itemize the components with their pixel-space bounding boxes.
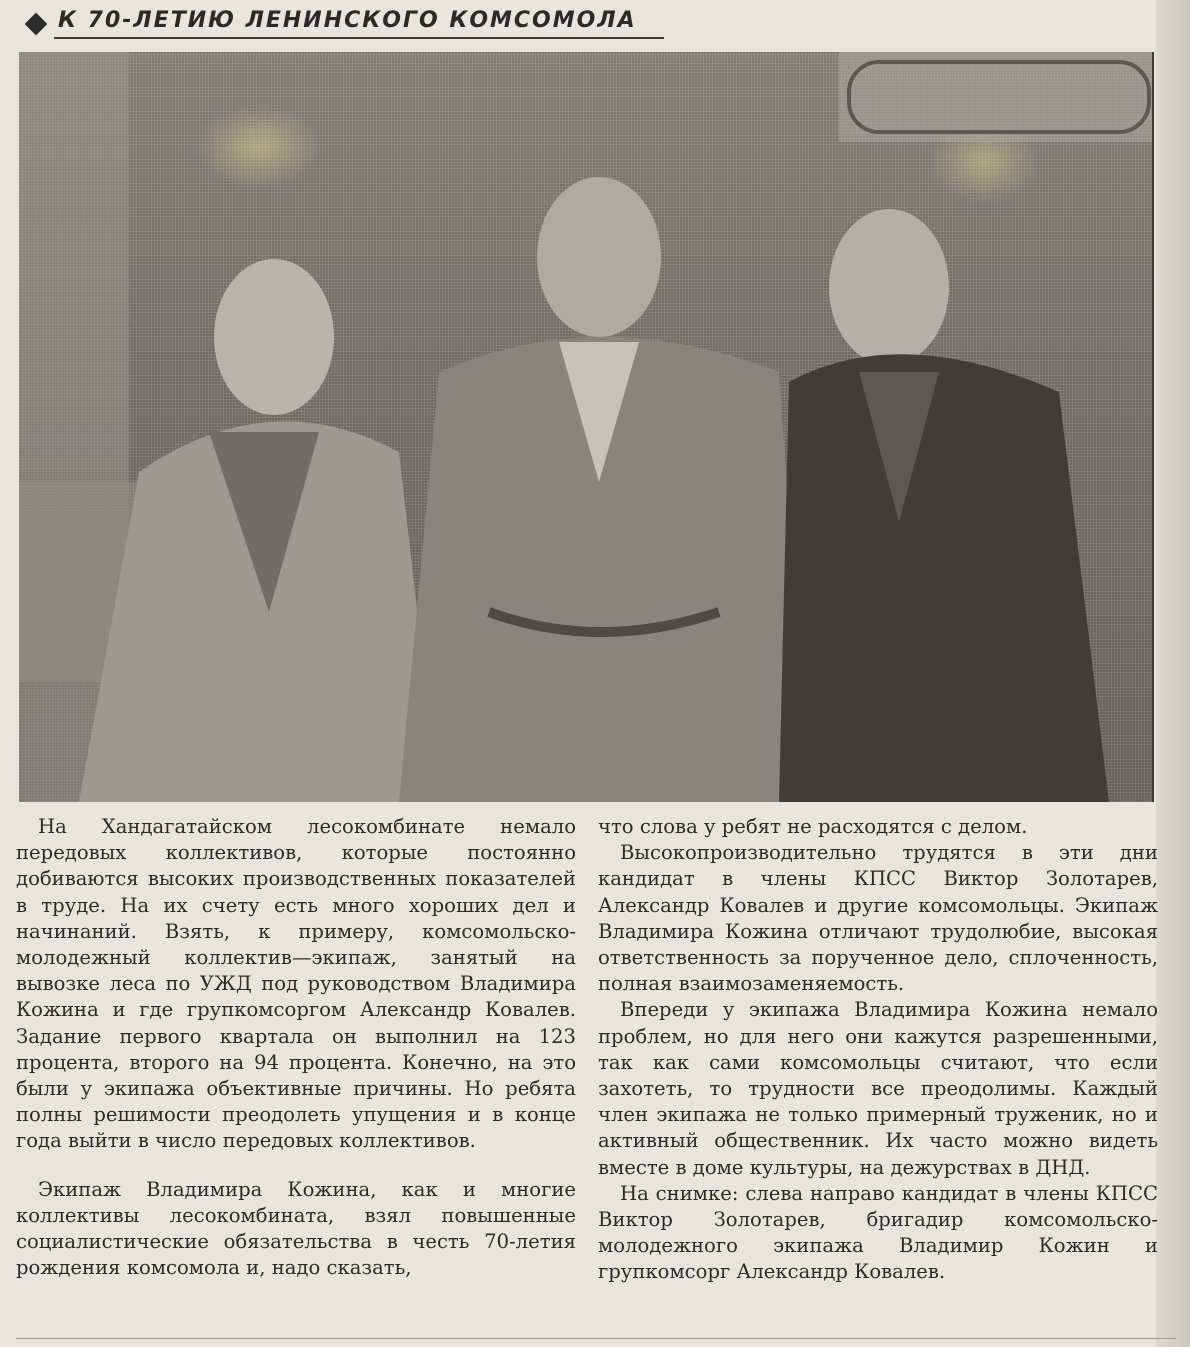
article-paragraph: На Хандагатайском лесокомбинате немало передовых коллективов, которые постоянно добиваются высоких производственных показателей в труде. На их счету есть много хороших дел и начинаний. Взять, к примеру, комсомольско-молодежный коллектив—экипаж, занятый на вывозке леса по УЖД под руководством Владимира Кожина и где групкомсоргом Александр Ковалев. Задание первого квартала он выполнил на 123 процента, второго на 94 процента. Конечно, на это были у экипажа объективные причины. Но ребята полны решимости преодолеть упущения и в конце года выйти в число передовых коллективов. — [16, 815, 576, 1153]
article-paragraph: Впереди у экипажа Владимира Кожина немало проблем, но для него они кажутся разрешенными, так как сами комсомольцы считают, что если захотеть, то трудности все преодолимы. Каждый член экипажа не только примерный труженик, но и активный общественник. Их часто можно видеть вместе в доме культуры, на дежурствах в ДНД. — [598, 998, 1158, 1179]
article-paragraph: Высокопроизводительно трудятся в эти дни кандидат в члены КПСС Виктор Золотарев, Александр Ковалев и другие комсомольцы. Экипаж Владимира Кожина отличают трудолюбие, высокая ответственность за порученное дело, сплоченность, полная взаимозаменяемость. — [598, 841, 1158, 996]
group-photo — [19, 52, 1154, 802]
article-paragraph: что слова у ребят не расходятся с делом. — [598, 815, 1028, 838]
article-paragraph: Экипаж Владимира Кожина, как и многие коллективы лесокомбината, взял повышенные социалистические обязательства в честь 70-летия рождения комсомола и, надо сказать, — [16, 1177, 576, 1280]
article-column-left — [16, 814, 576, 1281]
heading-underline — [54, 37, 664, 39]
bottom-rule — [16, 1338, 1176, 1339]
photo-figures — [19, 52, 1152, 802]
paper-edge — [1156, 0, 1190, 1347]
section-heading — [22, 4, 642, 40]
photo-caption: На снимке: слева направо кандидат в члены КПСС Виктор Золотарев, бригадир комсомольско-молодежного экипажа Владимир Кожин и групкомсорг Александр Ковалев. — [598, 1181, 1158, 1284]
heading-text: К 70-ЛЕТИЮ ЛЕНИНСКОГО КОМСОМОЛА — [58, 8, 637, 33]
article-column-right — [598, 814, 1158, 1286]
diamond-bullet-icon — [25, 13, 48, 36]
